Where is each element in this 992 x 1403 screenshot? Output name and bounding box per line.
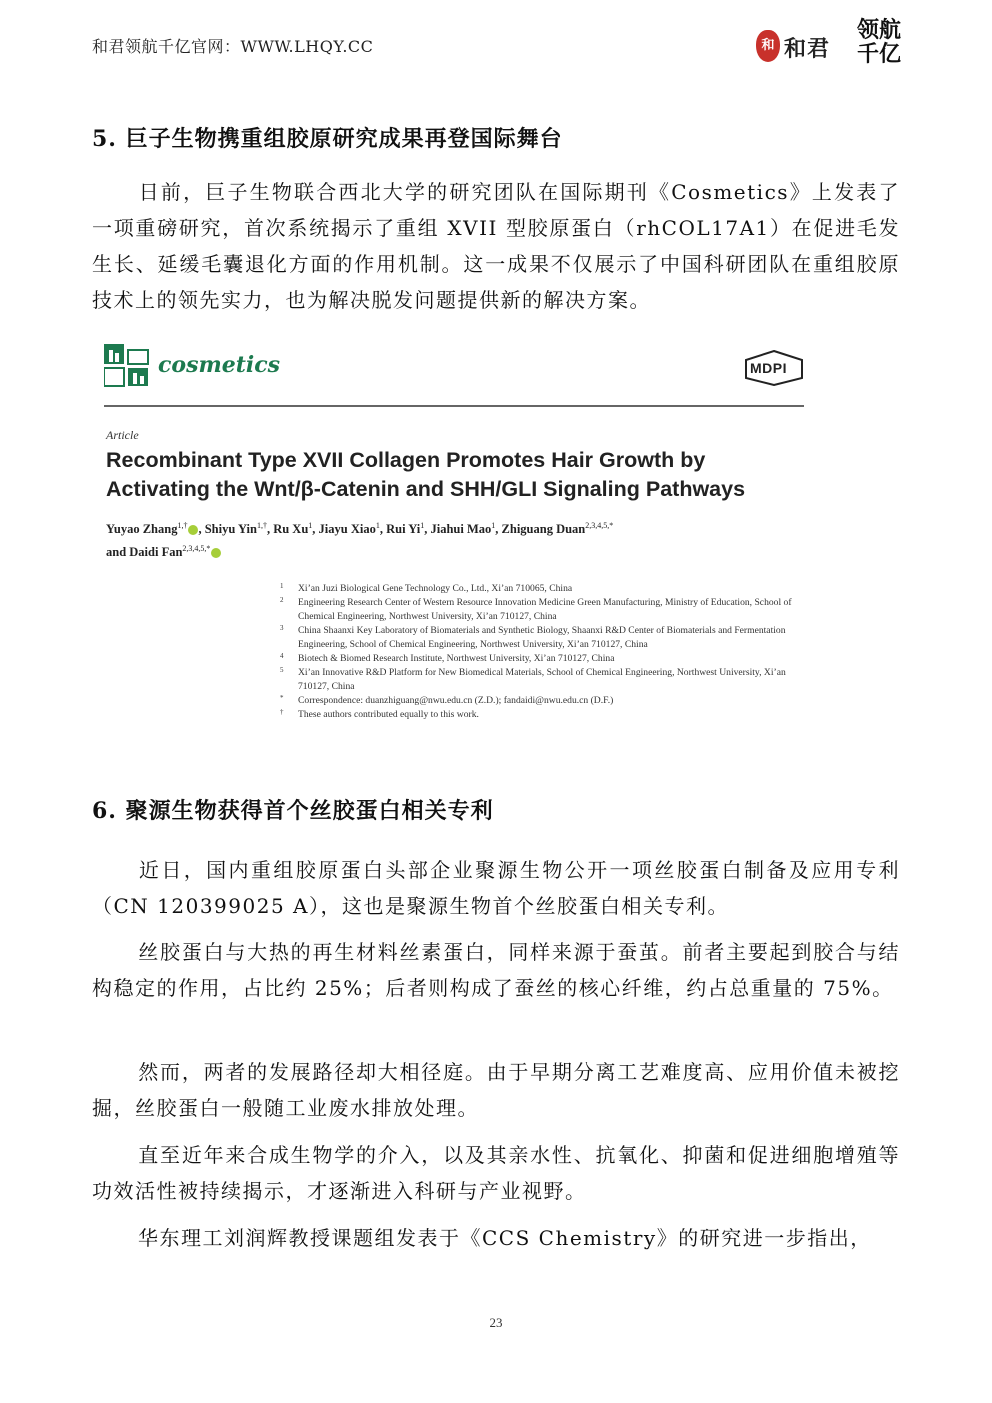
- section-5-title: 5. 巨子生物携重组胶原研究成果再登国际舞台: [92, 126, 563, 152]
- affiliation-mark: 3: [280, 624, 284, 632]
- seal-icon: 和: [756, 30, 780, 62]
- cosmetics-journal-icon: [104, 344, 152, 388]
- section-6-title: 6. 聚源生物获得首个丝胶蛋白相关专利: [92, 798, 494, 824]
- orcid-icon[interactable]: [188, 525, 198, 535]
- author: , Jiahui Mao: [424, 522, 492, 537]
- author-list: [106, 516, 766, 562]
- affiliation-item: [278, 666, 804, 694]
- header-site-label: 和君领航千亿官网：WWW.LHQY.CC: [92, 37, 374, 56]
- brand-logo: [756, 18, 906, 68]
- affiliation-text: Xi’an Innovative R&D Platform for New Biomedical Materials, School of Chemical Engineering, Northwest University, Xi’an 710127, China: [298, 667, 786, 692]
- correspondence-text: Correspondence: duanzhiguang@nwu.edu.cn (Z.D.); fandaidi@nwu.edu.cn (D.F.): [298, 695, 614, 706]
- logo-brush-bottom: 千亿: [856, 41, 901, 67]
- affiliation-item: [278, 596, 804, 624]
- author: , Shiyu Yin: [198, 522, 257, 537]
- author-sup: 1: [491, 521, 496, 530]
- section-6-paragraph: [92, 934, 900, 1006]
- author: , Ru Xu: [266, 522, 309, 537]
- affiliation-list: [278, 582, 804, 722]
- author-sup: 2,3,4,5,*: [585, 521, 614, 530]
- affiliation-text: Xi’an Juzi Biological Gene Technology Co., Ltd., Xi’an 710065, China: [298, 583, 573, 594]
- paragraph-text: 然而，两者的发展路径却大相径庭。由于早期分离工艺难度高、应用价值未被挖掘，丝胶蛋白一般随工业废水排放处理。: [92, 1060, 900, 1120]
- affiliation-item: [278, 694, 804, 708]
- journal-name: cosmetics: [158, 352, 281, 378]
- affiliation-text: Engineering Research Center of Western Resource Innovation Medicine Green Manufacturing, Ministry of Education, School of Chemical Engineering, Northwest University, Xi’an 710127, China: [298, 597, 792, 622]
- author-sup: 1: [420, 521, 425, 530]
- affiliation-item: [278, 624, 804, 652]
- affiliation-text: Biotech & Biomed Research Institute, Northwest University, Xi’an 710127, China: [298, 653, 615, 664]
- paragraph-text: 华东理工刘润辉教授课题组发表于《CCS Chemistry》的研究进一步指出，: [138, 1226, 872, 1250]
- figure-divider: [104, 405, 804, 407]
- orcid-icon[interactable]: [211, 548, 221, 558]
- equal-contribution-note: These authors contributed equally to this work.: [298, 709, 479, 720]
- section-5-paragraph: [92, 174, 900, 318]
- logo-brush-top: 领航: [856, 17, 901, 43]
- author-sup: 1: [375, 521, 380, 530]
- affiliation-text: China Shaanxi Key Laboratory of Biomaterials and Synthetic Biology, Shaanxi R&D Center of Biomaterials and Fermentation Engineering, School of Chemical Engineering, Northwest University, Xi’an 710127, China: [298, 625, 786, 650]
- affiliation-mark: 4: [280, 652, 284, 660]
- author-sup: 1: [308, 521, 313, 530]
- author: , Rui Yi: [379, 522, 421, 537]
- section-6-paragraph: [92, 1220, 900, 1256]
- author-sup: 2,3,4,5,*: [182, 544, 211, 554]
- article-figure: [104, 338, 804, 733]
- author: and Daidi Fan: [106, 545, 183, 560]
- author: Yuyao Zhang: [106, 522, 178, 537]
- page-number: 23: [489, 1315, 503, 1330]
- affiliation-mark: †: [280, 708, 284, 716]
- logo-text: 和君: [784, 36, 831, 62]
- publisher-name: MDPI: [750, 360, 787, 376]
- affiliation-item: [278, 652, 804, 666]
- paragraph-text: 直至近年来合成生物学的介入，以及其亲水性、抗氧化、抑菌和促进细胞增殖等功效活性被持续揭示，才逐渐进入科研与产业视野。: [92, 1143, 900, 1203]
- author-sup: 1,†: [177, 521, 188, 530]
- affiliation-mark: 2: [280, 596, 284, 604]
- author-sup: 1,†: [256, 521, 267, 530]
- section-6-paragraph: [92, 1137, 900, 1209]
- section-6-paragraph: [92, 852, 900, 924]
- paragraph-text: 近日，国内重组胶原蛋白头部企业聚源生物公开一项丝胶蛋白制备及应用专利（CN 120399025 A），这也是聚源生物首个丝胶蛋白相关专利。: [92, 858, 900, 918]
- affiliation-mark: 1: [280, 582, 284, 590]
- article-title: Recombinant Type XVII Collagen Promotes Hair Growth by Activating the Wnt/β-Catenin and SHH/GLI Signaling Pathways: [106, 448, 746, 501]
- affiliation-item: [278, 582, 804, 596]
- paragraph-text: 丝胶蛋白与大热的再生材料丝素蛋白，同样来源于蚕茧。前者主要起到胶合与结构稳定的作用，占比约 25%；后者则构成了蚕丝的核心纤维，约占总重量的 75%。: [92, 940, 900, 1000]
- logo-brush-text: [854, 18, 904, 66]
- author: , Jiayu Xiao: [312, 522, 376, 537]
- affiliation-item: [278, 708, 804, 722]
- affiliation-mark: *: [280, 694, 284, 702]
- section-6-paragraph: [92, 1054, 900, 1126]
- author: , Zhiguang Duan: [495, 522, 586, 537]
- section-5-paragraph-text: 日前，巨子生物联合西北大学的研究团队在国际期刊《Cosmetics》上发表了一项重磅研究，首次系统揭示了重组 XVII 型胶原蛋白（rhCOL17A1）在促进毛发生长、延缓毛囊退化方面的作用机制。这一成果不仅展示了中国科研团队在重组胶原技术上的领先实力，也为解决脱发问题提供新的解决方案。: [92, 180, 900, 312]
- affiliation-mark: 5: [280, 666, 284, 674]
- article-type: Article: [106, 428, 139, 442]
